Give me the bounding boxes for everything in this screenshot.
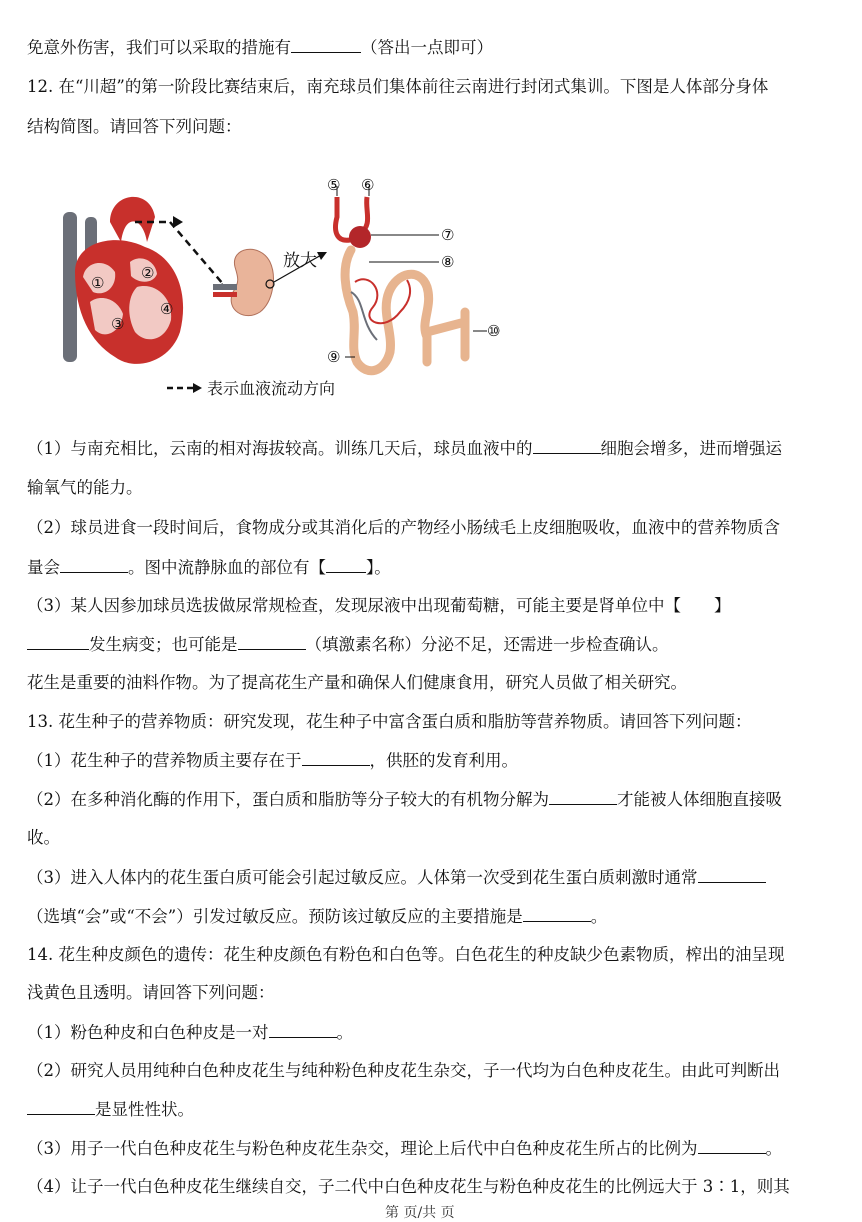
text-line bbox=[27, 788, 782, 811]
kidney-shape bbox=[231, 249, 273, 315]
answer-blank[interactable] bbox=[238, 633, 306, 650]
collecting-duct bbox=[427, 312, 465, 362]
text-line bbox=[27, 517, 780, 539]
text-span: 花生是重要的油料作物。为了提高花生产量和确保人们健康食用，研究人员做了相关研究。 bbox=[27, 673, 687, 692]
arrow-head-icon bbox=[173, 216, 183, 228]
text-span: （3）用子一代白色种皮花生与粉色种皮花生杂交，理论上后代中白色种皮花生所占的比例为 bbox=[27, 1139, 698, 1158]
answer-blank[interactable] bbox=[326, 556, 366, 573]
text-span: （1）与南充相比，云南的相对海拔较高。训练几天后，球员血液中的 bbox=[27, 439, 533, 458]
text-line bbox=[27, 116, 242, 138]
text-line bbox=[27, 749, 518, 772]
answer-blank[interactable] bbox=[269, 1021, 337, 1038]
label-1: ① bbox=[91, 274, 105, 292]
text-line bbox=[27, 1060, 780, 1082]
text-line bbox=[27, 437, 782, 460]
label-7: ⑦ bbox=[441, 226, 455, 244]
answer-blank[interactable] bbox=[533, 437, 601, 454]
aorta bbox=[110, 197, 155, 242]
figure-legend bbox=[167, 379, 335, 398]
text-line bbox=[27, 556, 391, 579]
flow-arrow-diagonal bbox=[170, 222, 223, 284]
text-line bbox=[27, 1021, 353, 1044]
text-line bbox=[27, 827, 60, 849]
answer-blank[interactable] bbox=[549, 788, 617, 805]
text-line bbox=[27, 76, 768, 98]
text-line bbox=[27, 944, 785, 966]
answer-blank[interactable] bbox=[291, 36, 361, 53]
text-line bbox=[27, 711, 752, 733]
text-span: 。 bbox=[765, 1139, 782, 1158]
text-span: ，供胚的发育利用。 bbox=[369, 751, 518, 770]
text-span: （2）在多种消化酶的作用下，蛋白质和脂肪等分子较大的有机物分解为 bbox=[27, 790, 549, 809]
label-5: ⑤ bbox=[327, 176, 341, 194]
renal-vein bbox=[213, 284, 237, 290]
text-span: （3）某人因参加球员选拔做尿常规检查，发现尿液中出现葡萄糖，可能主要是肾单位中【 】 bbox=[27, 596, 731, 615]
label-9: ⑨ bbox=[327, 348, 341, 366]
label-10: ⑩ bbox=[487, 322, 501, 340]
text-span: 发生病变；也可能是 bbox=[89, 635, 238, 654]
glomerulus bbox=[349, 226, 371, 248]
text-span: 输氧气的能力。 bbox=[27, 478, 143, 497]
text-span: 才能被人体细胞直接吸 bbox=[617, 790, 782, 809]
text-span: 12. 在“川超”的第一阶段比赛结束后，南充球员们集体前往云南进行封闭式集训。下图是人体部分身体 bbox=[27, 77, 769, 96]
answer-blank[interactable] bbox=[60, 556, 128, 573]
legend-arrow-icon bbox=[193, 383, 202, 393]
label-6: ⑥ bbox=[361, 176, 375, 194]
legend-text: 表示血液流动方向 bbox=[207, 379, 336, 398]
renal-artery bbox=[213, 292, 237, 297]
text-line bbox=[27, 477, 143, 499]
text-span: 。 bbox=[590, 907, 608, 926]
nephron-diagram bbox=[327, 176, 500, 371]
text-span: 免意外伤害，我们可以采取的措施有 bbox=[27, 38, 291, 57]
text-line bbox=[27, 1176, 790, 1198]
answer-blank[interactable] bbox=[698, 1137, 766, 1154]
text-span: 14. 花生种皮颜色的遗传：花生种皮颜色有粉色和白色等。白色花生的种皮缺少色素物质，榨出的油呈现 bbox=[27, 945, 785, 964]
kidney-diagram bbox=[213, 249, 327, 315]
text-span: 是显性性状。 bbox=[95, 1100, 194, 1119]
answer-blank[interactable] bbox=[27, 1098, 95, 1115]
text-span: 浅黄色且透明。请回答下列问题： bbox=[27, 983, 275, 1002]
text-span: 量会 bbox=[27, 558, 60, 577]
answer-blank[interactable] bbox=[27, 633, 89, 650]
text-span: 结构简图。请回答下列问题： bbox=[27, 117, 242, 136]
text-span: （2）球员进食一段时间后，食物成分或其消化后的产物经小肠绒毛上皮细胞吸收，血液中的营养物质含 bbox=[27, 518, 780, 537]
text-span: 。图中流静脉血的部位有【 bbox=[128, 558, 326, 577]
zoom-label: 放大 bbox=[283, 251, 317, 271]
text-line bbox=[27, 982, 275, 1004]
text-span: 13. 花生种子的营养物质：研究发现，花生种子中富含蛋白质和脂肪等营养物质。请回答下列问题： bbox=[27, 712, 752, 731]
text-span: 收。 bbox=[27, 828, 60, 847]
renal-tubule bbox=[345, 250, 429, 371]
page-footer: 第 页/共 页 bbox=[385, 1205, 455, 1221]
answer-blank[interactable] bbox=[302, 749, 370, 766]
vena-cava bbox=[63, 212, 77, 362]
answer-blank[interactable] bbox=[523, 905, 591, 922]
answer-blank[interactable] bbox=[698, 866, 766, 883]
text-span: 。 bbox=[336, 1023, 353, 1042]
afferent-arteriole bbox=[336, 197, 350, 240]
text-span: （1）花生种子的营养物质主要存在于 bbox=[27, 751, 302, 770]
text-span: （选填“会”或“不会”）引发过敏反应。预防该过敏反应的主要措施是 bbox=[27, 907, 523, 926]
text-span: （4）让子一代白色种皮花生继续自交，子二代中白色种皮花生与粉色种皮花生的比例远大于 3∶1，则其 bbox=[27, 1177, 790, 1196]
text-line bbox=[27, 672, 687, 694]
body-structure-figure bbox=[55, 172, 525, 408]
label-4: ④ bbox=[160, 300, 174, 318]
label-3: ③ bbox=[111, 315, 125, 333]
text-span: （答出一点即可） bbox=[361, 38, 493, 57]
text-span: （填激素名称）分泌不足，还需进一步检查确认。 bbox=[305, 635, 669, 654]
text-line bbox=[27, 1137, 782, 1160]
text-line bbox=[27, 633, 669, 656]
text-span: （2）研究人员用纯种白色种皮花生与纯种粉色种皮花生杂交，子一代均为白色种皮花生。由此可判断出 bbox=[27, 1061, 780, 1080]
text-line bbox=[27, 866, 766, 889]
label-8: ⑧ bbox=[441, 253, 455, 271]
text-span: （1）粉色种皮和白色种皮是一对 bbox=[27, 1023, 269, 1042]
text-line bbox=[27, 1098, 194, 1121]
label-2: ② bbox=[141, 264, 155, 282]
text-span: 】。 bbox=[366, 558, 391, 577]
text-line bbox=[27, 595, 731, 617]
text-span: 细胞会增多，进而增强运 bbox=[600, 439, 782, 458]
text-line bbox=[27, 36, 493, 59]
text-span: （3）进入人体内的花生蛋白质可能会引起过敏反应。人体第一次受到花生蛋白质刺激时通常 bbox=[27, 868, 698, 887]
text-line bbox=[27, 905, 607, 928]
